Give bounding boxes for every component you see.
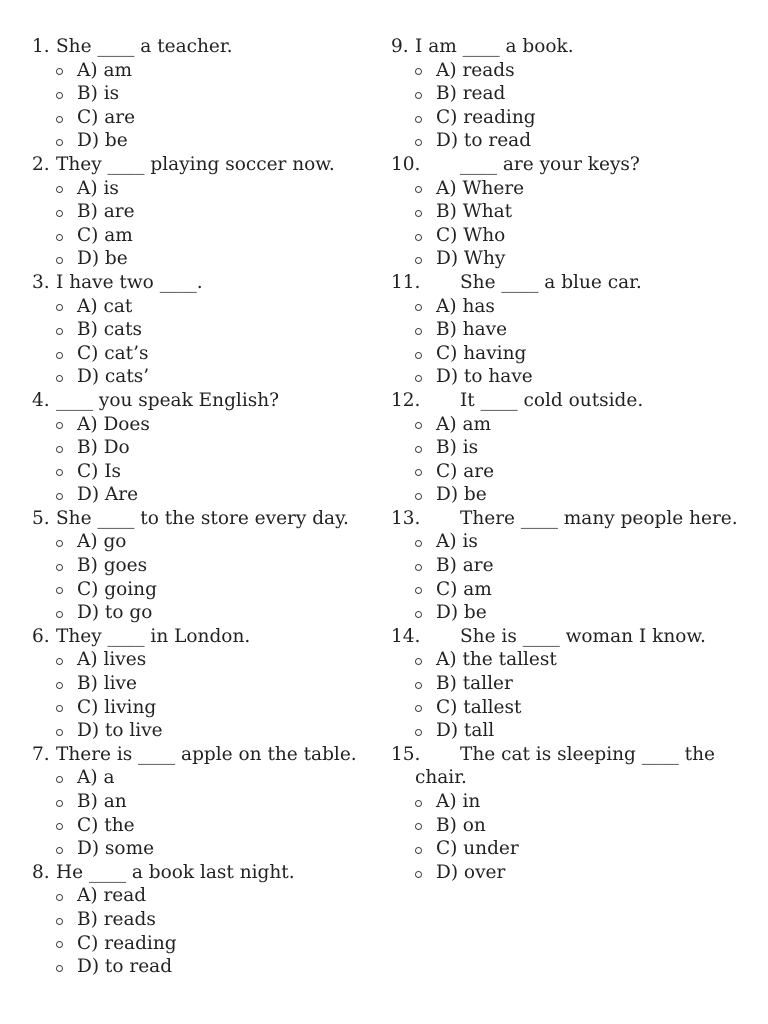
circle-bullet-icon	[56, 422, 63, 429]
question-text: She ____ a blue car.	[460, 271, 642, 293]
option-item	[32, 601, 382, 625]
circle-bullet-icon	[415, 847, 422, 854]
circle-bullet-icon	[56, 564, 63, 571]
question-10	[391, 153, 741, 271]
option-text: A) lives	[77, 649, 147, 671]
option-item	[391, 672, 741, 696]
option-item	[391, 436, 741, 460]
option-text: A) am	[436, 413, 492, 435]
option-text: D) tall	[436, 720, 495, 742]
circle-bullet-icon	[56, 658, 63, 665]
option-list	[32, 884, 382, 978]
option-item	[32, 696, 382, 720]
question-text: It ____ cold outside.	[460, 389, 644, 411]
question-12	[391, 389, 741, 507]
option-list	[32, 177, 382, 271]
option-item	[391, 59, 741, 83]
option-item	[32, 460, 382, 484]
option-text: B) on	[436, 814, 486, 836]
circle-bullet-icon	[415, 469, 422, 476]
circle-bullet-icon	[56, 139, 63, 146]
option-item	[391, 719, 741, 743]
question-11	[391, 271, 741, 389]
question-number: 3.	[32, 271, 50, 293]
option-item	[32, 436, 382, 460]
option-text: C) living	[77, 696, 157, 718]
question-text: She is ____ woman I know.	[460, 625, 706, 647]
question-text: They ____ playing soccer now.	[56, 153, 335, 175]
circle-bullet-icon	[56, 186, 63, 193]
option-text: D) Are	[77, 484, 139, 506]
question-9	[391, 35, 741, 153]
question-7	[32, 743, 382, 861]
question-number: 6.	[32, 625, 50, 647]
question-number: 2.	[32, 153, 50, 175]
question-text-continuation: chair.	[415, 767, 467, 789]
option-text: B) cats	[77, 319, 143, 341]
circle-bullet-icon	[415, 729, 422, 736]
left-column	[32, 35, 382, 979]
option-item	[391, 578, 741, 602]
question-text: She ____ to the store every day.	[56, 507, 349, 529]
option-item	[32, 530, 382, 554]
question-13	[391, 507, 741, 625]
circle-bullet-icon	[415, 186, 422, 193]
option-text: B) taller	[436, 673, 513, 695]
question-number: 5.	[32, 507, 50, 529]
circle-bullet-icon	[56, 469, 63, 476]
question-text: He ____ a book last night.	[56, 861, 295, 883]
option-item	[32, 766, 382, 790]
option-text: C) Is	[77, 460, 122, 482]
option-item	[32, 578, 382, 602]
option-item	[32, 932, 382, 956]
circle-bullet-icon	[56, 446, 63, 453]
circle-bullet-icon	[415, 234, 422, 241]
option-list	[32, 648, 382, 742]
circle-bullet-icon	[415, 375, 422, 382]
question-number: 9.	[391, 36, 409, 57]
option-text: A) is	[77, 177, 119, 199]
option-text: B) an	[77, 791, 127, 812]
option-item	[391, 318, 741, 342]
option-text: B) have	[436, 319, 508, 341]
question-3	[32, 271, 382, 389]
circle-bullet-icon	[415, 257, 422, 264]
option-item	[32, 483, 382, 507]
option-item	[391, 129, 741, 153]
option-item	[391, 460, 741, 484]
option-text: D) be	[77, 130, 128, 152]
option-item	[32, 648, 382, 672]
circle-bullet-icon	[56, 611, 63, 618]
option-list	[32, 530, 382, 624]
option-item	[32, 884, 382, 908]
circle-bullet-icon	[56, 894, 63, 901]
option-item	[391, 837, 741, 861]
option-text: D) to read	[77, 956, 173, 978]
option-item	[391, 483, 741, 507]
option-item	[32, 719, 382, 743]
circle-bullet-icon	[415, 304, 422, 311]
option-list	[391, 177, 741, 271]
option-text: D) be	[436, 484, 487, 506]
option-text: B) is	[436, 437, 479, 459]
circle-bullet-icon	[415, 446, 422, 453]
option-list	[32, 766, 382, 860]
circle-bullet-icon	[415, 352, 422, 359]
question-text: There ____ many people here.	[460, 507, 738, 529]
option-list	[391, 59, 741, 153]
circle-bullet-icon	[415, 705, 422, 712]
circle-bullet-icon	[415, 823, 422, 830]
option-text: A) has	[436, 295, 495, 317]
circle-bullet-icon	[56, 257, 63, 264]
option-text: A) read	[77, 885, 147, 907]
circle-bullet-icon	[56, 328, 63, 335]
question-number: 15.	[391, 743, 421, 765]
question-14	[391, 625, 741, 743]
circle-bullet-icon	[415, 92, 422, 99]
circle-bullet-icon	[56, 729, 63, 736]
question-text: The cat is sleeping ____ the	[460, 743, 715, 765]
option-item	[391, 177, 741, 201]
circle-bullet-icon	[56, 234, 63, 241]
circle-bullet-icon	[56, 210, 63, 217]
circle-bullet-icon	[56, 705, 63, 712]
option-text: B) are	[77, 201, 135, 223]
question-number: 13.	[391, 507, 421, 529]
circle-bullet-icon	[415, 540, 422, 547]
question-text: I am ____ a book.	[415, 36, 574, 57]
option-list	[32, 59, 382, 153]
circle-bullet-icon	[56, 800, 63, 807]
option-text: D) be	[77, 248, 128, 270]
option-item	[32, 106, 382, 130]
option-text: C) under	[436, 838, 519, 860]
option-item	[32, 790, 382, 814]
question-4	[32, 389, 382, 507]
question-number: 7.	[32, 743, 50, 765]
option-text: D) Why	[436, 248, 506, 270]
option-item	[32, 814, 382, 838]
circle-bullet-icon	[56, 965, 63, 972]
option-text: D) cats’	[77, 366, 150, 388]
option-text: A) cat	[77, 295, 133, 317]
option-item	[32, 672, 382, 696]
option-text: D) to live	[77, 720, 163, 742]
circle-bullet-icon	[56, 116, 63, 123]
option-item	[32, 129, 382, 153]
question-text: They ____ in London.	[56, 625, 251, 647]
option-item	[391, 247, 741, 271]
question-text: She ____ a teacher.	[56, 36, 233, 57]
option-list	[32, 413, 382, 507]
option-text: C) tallest	[436, 696, 522, 718]
option-item	[32, 82, 382, 106]
question-text: ____ are your keys?	[460, 153, 640, 175]
option-list	[32, 295, 382, 389]
question-number: 14.	[391, 625, 421, 647]
option-item	[32, 295, 382, 319]
option-item	[391, 413, 741, 437]
option-text: C) reading	[77, 932, 177, 954]
circle-bullet-icon	[56, 941, 63, 948]
circle-bullet-icon	[415, 116, 422, 123]
option-text: B) What	[436, 201, 513, 223]
option-item	[391, 295, 741, 319]
option-list	[391, 648, 741, 742]
circle-bullet-icon	[415, 139, 422, 146]
circle-bullet-icon	[415, 658, 422, 665]
question-number: 11.	[391, 271, 421, 293]
option-text: D) to read	[436, 130, 532, 152]
circle-bullet-icon	[56, 68, 63, 75]
circle-bullet-icon	[56, 375, 63, 382]
option-item	[391, 106, 741, 130]
question-number: 1.	[32, 36, 50, 57]
option-item	[32, 342, 382, 366]
option-item	[32, 318, 382, 342]
circle-bullet-icon	[56, 847, 63, 854]
circle-bullet-icon	[415, 682, 422, 689]
option-item	[32, 200, 382, 224]
circle-bullet-icon	[415, 800, 422, 807]
circle-bullet-icon	[56, 493, 63, 500]
circle-bullet-icon	[56, 587, 63, 594]
option-text: A) reads	[436, 59, 515, 81]
question-number: 8.	[32, 861, 50, 883]
option-text: B) read	[436, 83, 506, 105]
option-text: A) Where	[436, 177, 525, 199]
question-1	[32, 35, 382, 153]
option-text: D) to have	[436, 366, 533, 388]
option-item	[32, 59, 382, 83]
question-text: ____ you speak English?	[56, 389, 280, 411]
option-item	[32, 413, 382, 437]
option-text: B) Do	[77, 437, 130, 459]
option-text: A) go	[77, 531, 127, 553]
circle-bullet-icon	[415, 422, 422, 429]
option-text: C) am	[77, 224, 133, 246]
option-text: A) a	[77, 767, 115, 789]
option-text: C) cat’s	[77, 342, 149, 364]
option-item	[32, 177, 382, 201]
option-text: B) live	[77, 673, 137, 695]
circle-bullet-icon	[415, 611, 422, 618]
option-text: A) am	[77, 59, 133, 81]
option-text: C) having	[436, 342, 527, 364]
question-text: I have two ____.	[56, 271, 203, 293]
option-item	[391, 861, 741, 885]
option-item	[391, 365, 741, 389]
option-item	[32, 224, 382, 248]
option-item	[391, 530, 741, 554]
option-item	[32, 365, 382, 389]
option-text: A) the tallest	[436, 649, 557, 671]
option-text: C) are	[436, 460, 495, 482]
option-text: D) be	[436, 602, 487, 624]
option-list	[391, 295, 741, 389]
option-text: A) is	[436, 531, 478, 553]
option-text: B) reads	[77, 908, 156, 930]
circle-bullet-icon	[415, 564, 422, 571]
question-6	[32, 625, 382, 743]
circle-bullet-icon	[415, 587, 422, 594]
option-text: C) are	[77, 106, 136, 128]
circle-bullet-icon	[415, 871, 422, 878]
question-5	[32, 507, 382, 625]
circle-bullet-icon	[56, 92, 63, 99]
option-list	[391, 530, 741, 624]
question-8	[32, 861, 382, 979]
option-list	[391, 413, 741, 507]
question-number: 12.	[391, 389, 421, 411]
option-item	[391, 790, 741, 814]
option-item	[391, 554, 741, 578]
circle-bullet-icon	[56, 352, 63, 359]
question-number: 4.	[32, 389, 50, 411]
question-text: There is ____ apple on the table.	[56, 743, 357, 765]
option-item	[32, 908, 382, 932]
option-text: B) goes	[77, 555, 148, 577]
option-item	[391, 814, 741, 838]
right-column	[391, 35, 741, 884]
question-2	[32, 153, 382, 271]
option-item	[391, 224, 741, 248]
option-item	[391, 648, 741, 672]
option-item	[391, 696, 741, 720]
circle-bullet-icon	[415, 210, 422, 217]
option-text: B) is	[77, 83, 120, 105]
option-text: B) are	[436, 555, 494, 577]
circle-bullet-icon	[56, 918, 63, 925]
option-text: C) going	[77, 578, 157, 600]
option-item	[391, 342, 741, 366]
option-text: A) Does	[77, 413, 150, 435]
question-number: 10.	[391, 153, 421, 175]
option-text: C) reading	[436, 106, 536, 128]
option-text: D) some	[77, 838, 155, 860]
circle-bullet-icon	[56, 304, 63, 311]
circle-bullet-icon	[56, 682, 63, 689]
option-text: D) over	[436, 861, 506, 883]
option-text: A) in	[436, 791, 481, 812]
option-text: C) Who	[436, 224, 506, 246]
circle-bullet-icon	[56, 823, 63, 830]
option-item	[32, 247, 382, 271]
circle-bullet-icon	[415, 328, 422, 335]
option-text: C) am	[436, 578, 492, 600]
option-text: C) the	[77, 814, 135, 836]
option-item	[391, 82, 741, 106]
question-15	[391, 743, 741, 885]
circle-bullet-icon	[415, 68, 422, 75]
option-list	[391, 790, 741, 884]
option-item	[391, 601, 741, 625]
option-item	[32, 554, 382, 578]
option-text: D) to go	[77, 602, 153, 624]
circle-bullet-icon	[415, 493, 422, 500]
option-item	[32, 837, 382, 861]
option-item	[32, 955, 382, 979]
circle-bullet-icon	[56, 540, 63, 547]
circle-bullet-icon	[56, 776, 63, 783]
option-item	[391, 200, 741, 224]
